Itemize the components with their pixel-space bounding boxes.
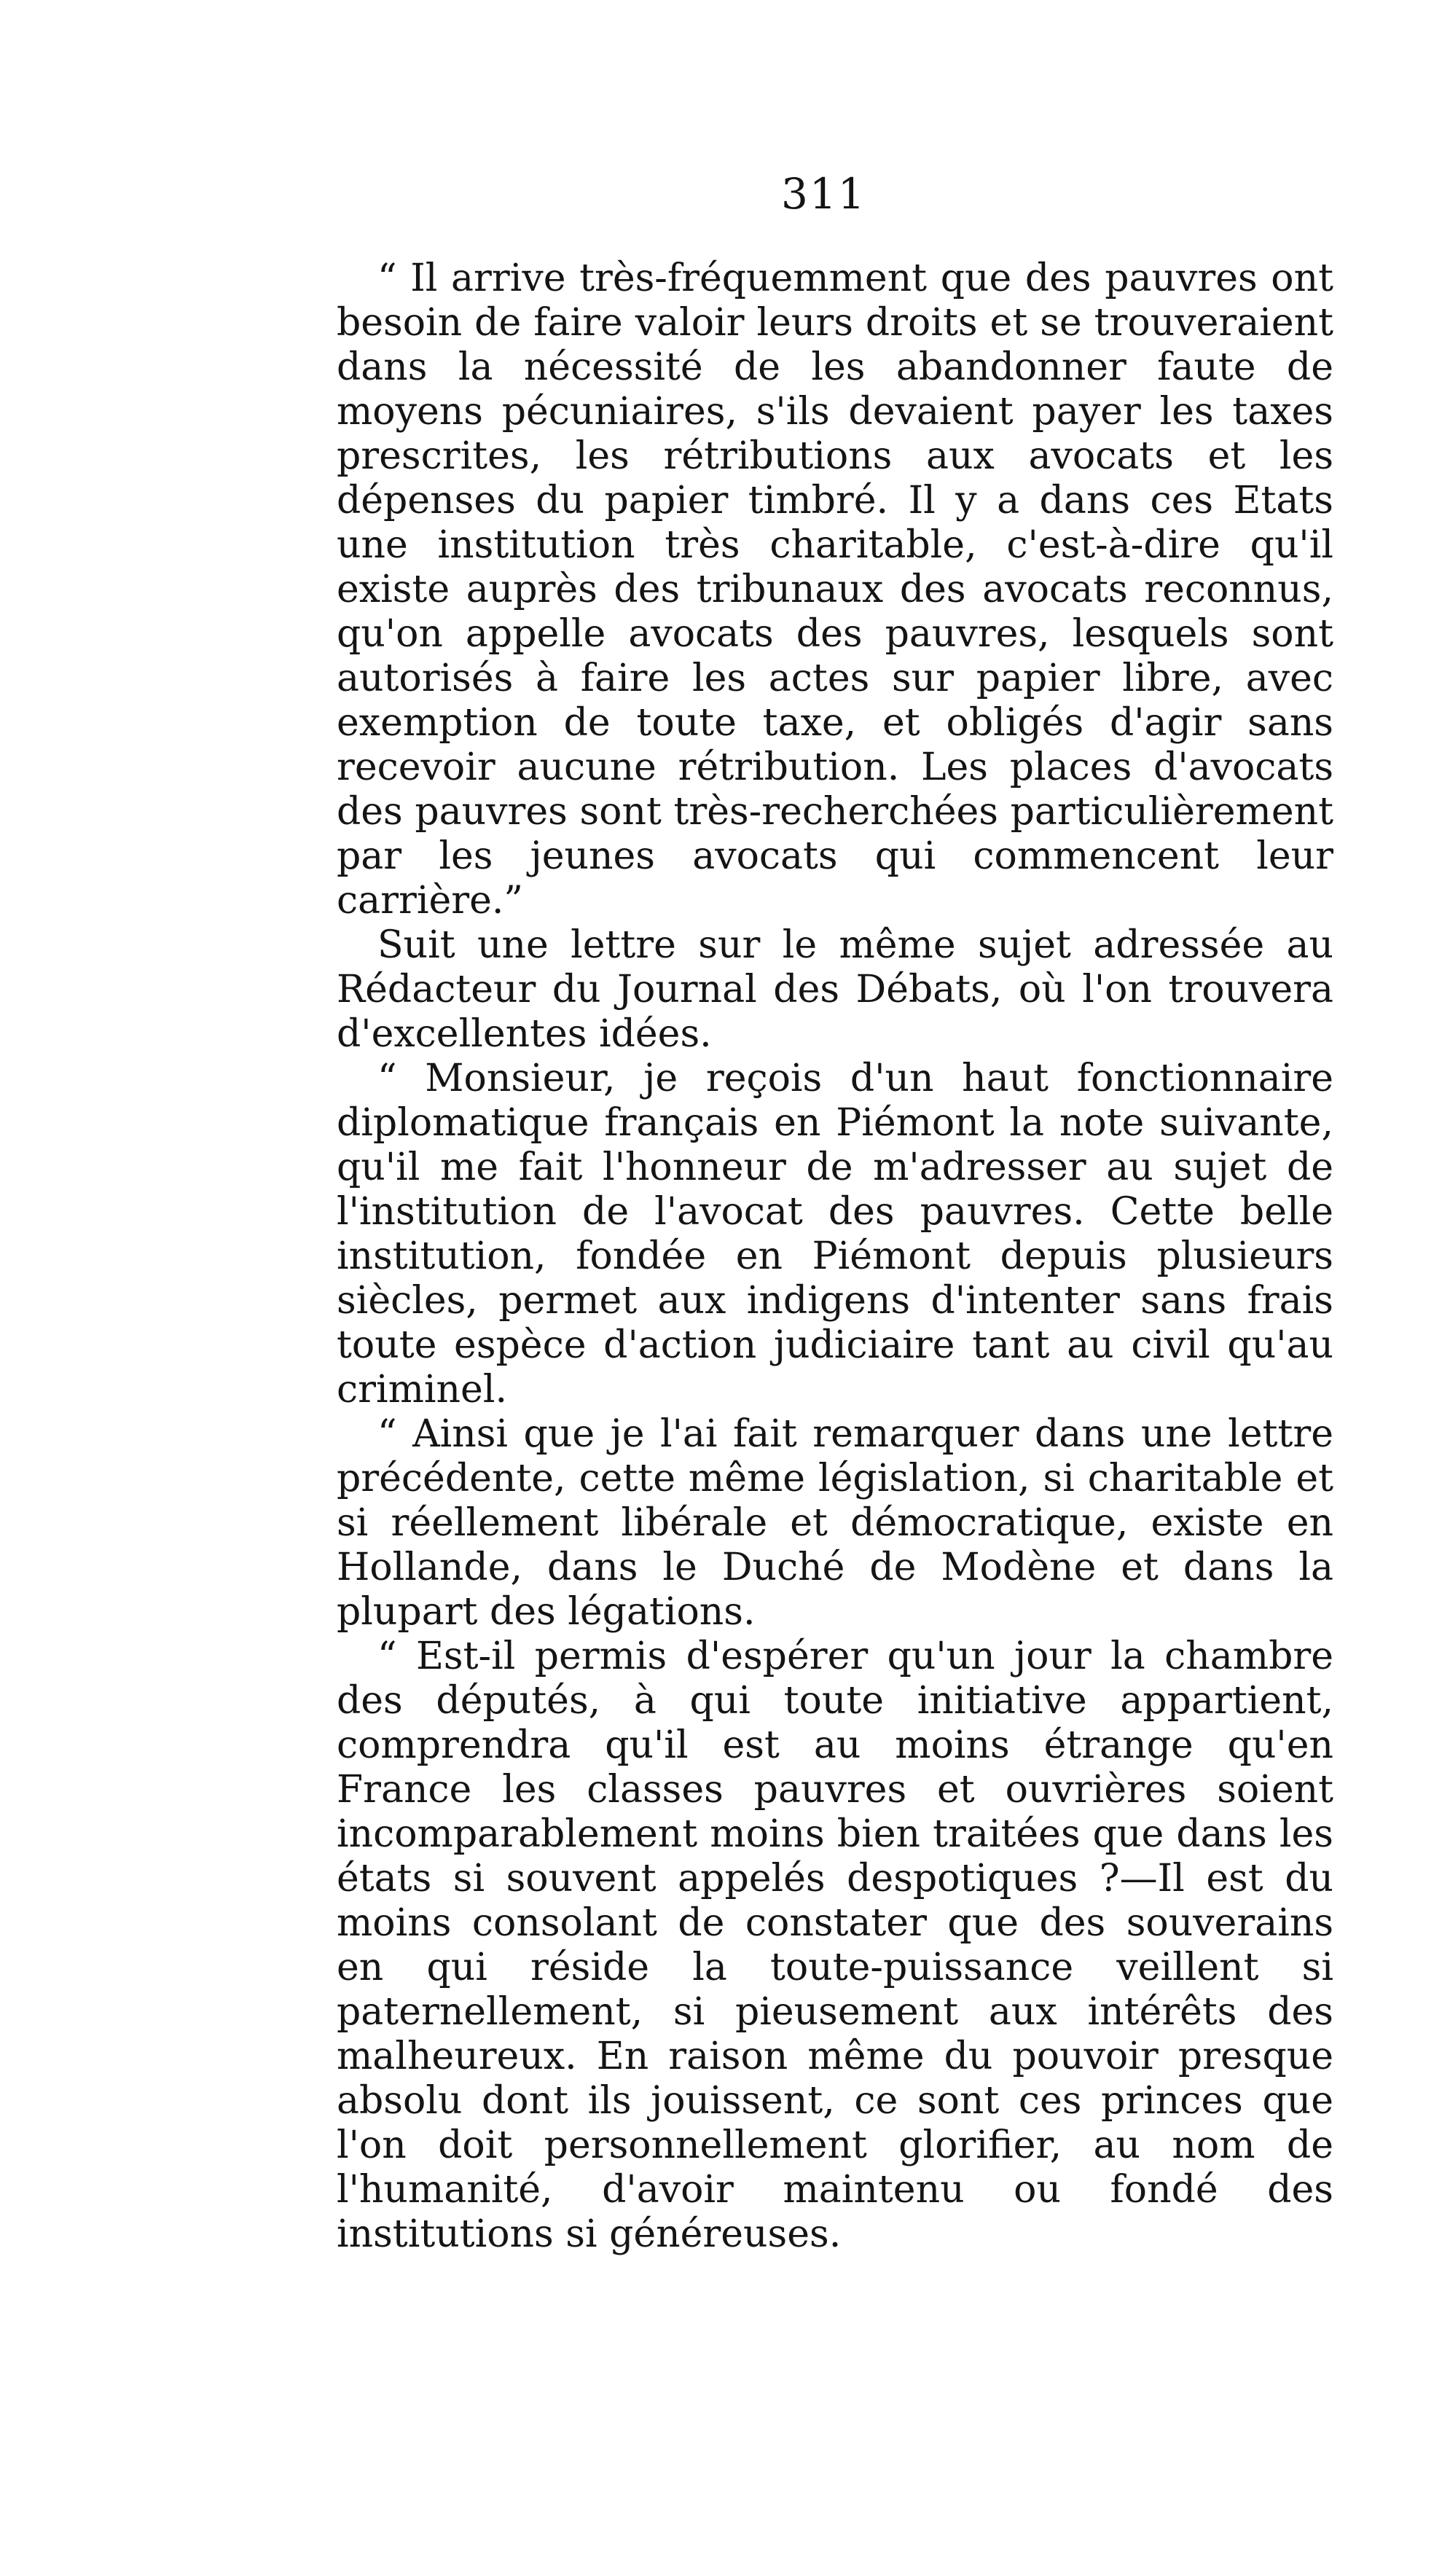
paragraph-quote-poor-advocates: “ Il arrive très-fréquemment que des pauvres ont besoin de faire valoir leurs droits et se trouveraient dans la nécessité de les abandonner faute de moyens pécuniaires, s'ils devaient payer les taxes prescrites, les rétributions aux avocats et les dépenses du papier timbré. Il y a dans ces Etats une institution très charitable, c'est-à-dire qu'il existe auprès des tribunaux des avocats reconnus, qu'on appelle avocats des pauvres, lesquels sont autorisés à faire les actes sur papier libre, avec exemption de toute taxe, et obligés d'agir sans recevoir aucune rétribution. Les places d'avocats des pauvres sont très-recherchées particulièrement par les jeunes avocats qui commencent leur carrière.” (337, 257, 1333, 923)
paragraph-legislation: “ Ainsi que je l'ai fait remarquer dans une lettre précédente, cette même législation, si charitable et si réellement libérale et démocratique, existe en Hollande, dans le Duché de Modène et dans la plupart des légations. (337, 1412, 1333, 1634)
paragraph-letter-intro: Suit une lettre sur le même sujet adressée au Rédacteur du Journal des Débats, où l'on trouvera d'excellentes idées. (337, 923, 1333, 1056)
page-number: 311 (781, 169, 866, 219)
paragraph-chamber-deputies: “ Est-il permis d'espérer qu'un jour la chambre des députés, à qui toute initiative appartient, comprendra qu'il est au moins étrange qu'en France les classes pauvres et ouvrières soient incomparablement moins bien traitées que dans les états si souvent appelés despotiques ?—Il est du moins consolant de constater que des souverains en qui réside la toute-puissance veillent si paternellement, si pieusement aux intérêts des malheureux. En raison même du pouvoir presque absolu dont ils jouissent, ce sont ces princes que l'on doit personnellement glorifier, au nom de l'humanité, d'avoir maintenu ou fondé des institutions si généreuses. (337, 1635, 1333, 2256)
paragraph-letter-monsieur: “ Monsieur, je reçois d'un haut fonctionnaire diplomatique français en Piémont la note suivante, qu'il me fait l'honneur de m'adresser au sujet de l'institution de l'avocat des pauvres. Cette belle institution, fondée en Piémont depuis plusieurs siècles, permet aux indigens d'intenter sans frais toute espèce d'action judiciaire tant au civil qu'au criminel. (337, 1057, 1333, 1412)
body-text (337, 257, 1333, 2257)
